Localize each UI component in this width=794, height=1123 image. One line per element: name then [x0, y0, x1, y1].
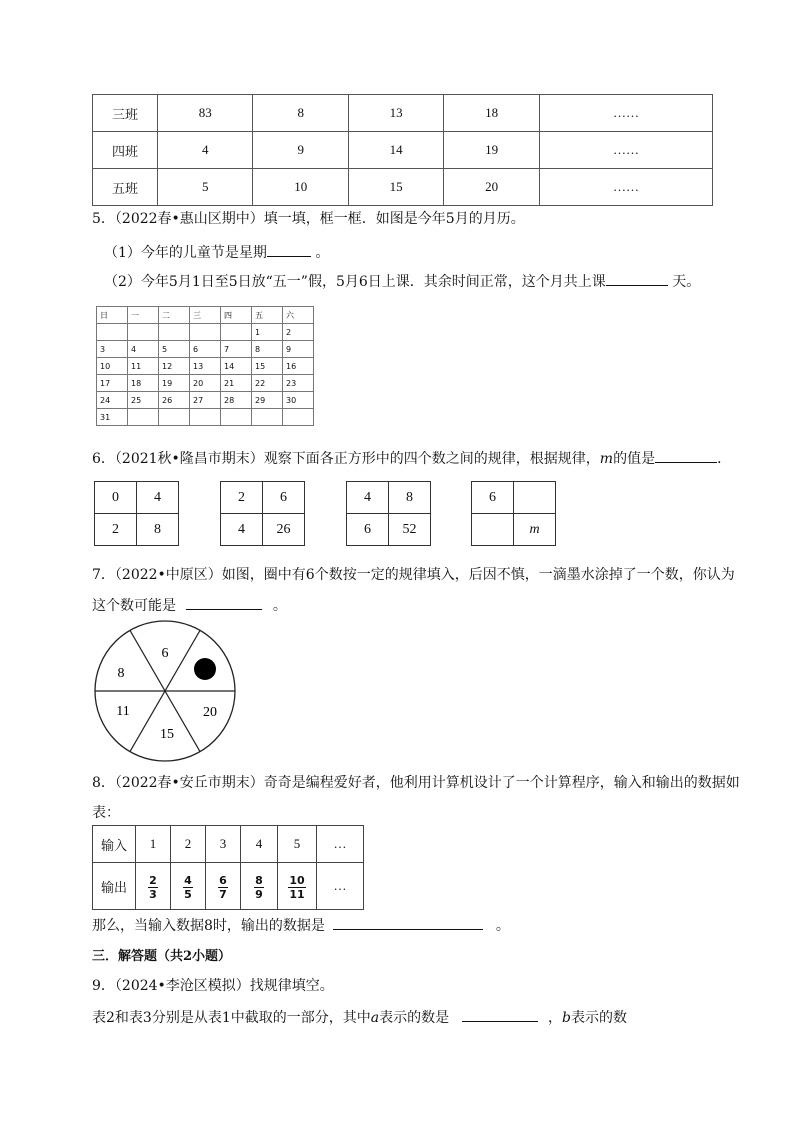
calendar-week-row	[97, 341, 314, 358]
fraction	[183, 874, 193, 901]
weekday-cell: 二	[159, 307, 190, 324]
day-cell: 6	[190, 341, 221, 358]
q9-line2	[92, 1007, 627, 1027]
class-table	[92, 94, 713, 206]
number-circle	[92, 618, 238, 764]
square-cell: 2	[221, 482, 263, 514]
denominator: 3	[149, 887, 157, 901]
denominator: 11	[289, 887, 305, 901]
q7-line2-end: 。	[272, 598, 287, 614]
class-value-cell: 15	[348, 169, 443, 206]
day-cell: 7	[221, 341, 252, 358]
output-cell	[136, 863, 171, 910]
weekday-cell: 日	[97, 307, 128, 324]
circle-number: 11	[116, 704, 130, 719]
day-cell: 31	[97, 409, 128, 426]
denominator: 9	[255, 887, 263, 901]
class-row	[93, 169, 713, 206]
ink-blot	[194, 658, 216, 680]
number-square	[471, 481, 556, 546]
numerator: 8	[255, 873, 263, 887]
day-cell: 1	[252, 324, 283, 341]
class-value-cell: 9	[253, 132, 348, 169]
fraction	[254, 874, 264, 901]
q8-after-text: 那么，当输入数据8时，输出的数据是	[92, 918, 325, 934]
day-cell: 3	[97, 341, 128, 358]
output-cell	[241, 863, 278, 910]
square-cell: 0	[95, 482, 137, 514]
section-3-heading: 三．解答题（共2小题）	[92, 949, 232, 964]
q5-part1	[104, 242, 329, 262]
class-name-cell: 五班	[93, 169, 158, 206]
day-cell: 11	[128, 358, 159, 375]
numerator: 10	[289, 873, 305, 887]
square-cell: 4	[221, 514, 263, 546]
class-value-cell: 5	[158, 169, 253, 206]
weekday-cell: 三	[190, 307, 221, 324]
day-cell: 30	[283, 392, 314, 409]
class-value-cell: ……	[539, 169, 712, 206]
output-cell: …	[317, 863, 364, 910]
io-table	[92, 825, 364, 910]
day-cell: 19	[159, 375, 190, 392]
numerator: 4	[184, 873, 192, 887]
day-cell: 8	[252, 341, 283, 358]
square-cell: m	[514, 514, 556, 546]
output-cell	[171, 863, 206, 910]
day-cell: 13	[190, 358, 221, 375]
q6-stem-b: 的值是	[613, 451, 656, 467]
q5-part2	[104, 271, 700, 291]
circle-number: 15	[160, 727, 174, 742]
q8-stem2: 表：	[92, 805, 120, 821]
class-row	[93, 95, 713, 132]
day-cell	[252, 409, 283, 426]
calendar-week-row	[97, 392, 314, 409]
day-cell: 5	[159, 341, 190, 358]
denominator: 5	[184, 887, 192, 901]
q6-stem	[92, 448, 731, 468]
day-cell: 17	[97, 375, 128, 392]
day-cell	[190, 409, 221, 426]
calendar-week-row	[97, 375, 314, 392]
calendar-header-row	[97, 307, 314, 324]
input-cell: 2	[171, 826, 206, 863]
day-cell	[97, 324, 128, 341]
day-cell: 28	[221, 392, 252, 409]
number-square	[220, 481, 305, 546]
q9-stem: 9．（2024•李沧区模拟）找规律填空。	[92, 978, 334, 994]
q6-blank[interactable]	[655, 448, 717, 463]
day-cell: 12	[159, 358, 190, 375]
output-cell	[278, 863, 317, 910]
class-name-cell: 四班	[93, 132, 158, 169]
q5-part2-text: （2）今年5月1日至5日放“五一”假，5月6日上课．其余时间正常，这个月共上课	[104, 274, 606, 290]
q9-text-c: ，	[548, 1010, 562, 1026]
weekday-cell: 四	[221, 307, 252, 324]
day-cell: 16	[283, 358, 314, 375]
q9-text-d: 表示的数	[570, 1010, 627, 1026]
q8-after-end: 。	[495, 918, 510, 934]
square-cell	[472, 514, 514, 546]
q5-stem: 5．（2022春•惠山区期中）填一填，框一框．如图是今年5月的月历。	[92, 211, 525, 227]
q8-blank[interactable]	[333, 915, 483, 930]
class-value-cell: 10	[253, 169, 348, 206]
class-value-cell: 14	[348, 132, 443, 169]
class-value-cell: 83	[158, 95, 253, 132]
day-cell: 23	[283, 375, 314, 392]
number-square	[94, 481, 179, 546]
output-label: 输出	[93, 863, 136, 910]
input-cell: …	[317, 826, 364, 863]
q9-blank-a[interactable]	[462, 1007, 538, 1022]
q5-part1-blank[interactable]	[267, 242, 311, 257]
q6-stem-end: ．	[717, 451, 732, 467]
day-cell: 18	[128, 375, 159, 392]
day-cell: 27	[190, 392, 221, 409]
class-value-cell: ……	[539, 95, 712, 132]
q5-part1-end: 。	[315, 245, 330, 261]
q9-text-a: 表2和表3分别是从表1中截取的一部分，其中	[92, 1010, 371, 1026]
square-cell: 8	[389, 482, 431, 514]
q7-line2-text: 这个数可能是	[92, 598, 176, 614]
day-cell: 26	[159, 392, 190, 409]
q6-var: m	[599, 451, 614, 467]
q5-part2-end: 天。	[672, 274, 701, 290]
fraction	[218, 874, 228, 901]
weekday-cell: 六	[283, 307, 314, 324]
day-cell	[159, 409, 190, 426]
square-cell: 6	[347, 514, 389, 546]
class-value-cell: 18	[444, 95, 539, 132]
q9-text-b: 表示的数是	[379, 1010, 450, 1026]
day-cell	[221, 409, 252, 426]
input-cell: 4	[241, 826, 278, 863]
square-cell: 6	[472, 482, 514, 514]
class-name-cell: 三班	[93, 95, 158, 132]
q5-part2-blank[interactable]	[606, 271, 668, 286]
q9-var-b: b	[562, 1010, 571, 1026]
square-cell: 2	[95, 514, 137, 546]
class-value-cell: 13	[348, 95, 443, 132]
day-cell: 15	[252, 358, 283, 375]
circle-number: 20	[203, 705, 217, 720]
q8-stem: 8．（2022春•安丘市期末）奇奇是编程爱好者，他利用计算机设计了一个计算程序，输入和输出的数据如	[92, 775, 740, 791]
input-label: 输入	[93, 826, 136, 863]
may-calendar	[96, 306, 314, 426]
number-square	[346, 481, 431, 546]
q7-stem: 7．（2022•中原区）如图，圈中有6个数按一定的规律填入，后因不慎，一滴墨水涂掉了一个数，你认为	[92, 567, 735, 583]
square-cell: 8	[137, 514, 179, 546]
q5-part1-text: （1）今年的儿童节是星期	[104, 245, 267, 261]
input-cell: 1	[136, 826, 171, 863]
weekday-cell: 五	[252, 307, 283, 324]
class-value-cell: 19	[444, 132, 539, 169]
square-cell: 52	[389, 514, 431, 546]
calendar-week-row	[97, 409, 314, 426]
day-cell: 9	[283, 341, 314, 358]
q9-var-a: a	[370, 1010, 380, 1026]
class-value-cell: 4	[158, 132, 253, 169]
fraction	[148, 874, 158, 901]
square-cell: 26	[263, 514, 305, 546]
circle-number: 8	[117, 666, 125, 681]
day-cell: 22	[252, 375, 283, 392]
day-cell	[283, 409, 314, 426]
day-cell	[128, 409, 159, 426]
numerator: 6	[219, 873, 227, 887]
circle-number: 6	[161, 646, 169, 661]
square-cell: 6	[263, 482, 305, 514]
calendar-week-row	[97, 324, 314, 341]
square-cell: 4	[347, 482, 389, 514]
class-value-cell: 8	[253, 95, 348, 132]
input-cell: 3	[206, 826, 241, 863]
day-cell	[128, 324, 159, 341]
day-cell	[190, 324, 221, 341]
numerator: 2	[149, 873, 157, 887]
class-value-cell: ……	[539, 132, 712, 169]
output-cell	[206, 863, 241, 910]
calendar-week-row	[97, 358, 314, 375]
day-cell: 21	[221, 375, 252, 392]
square-cell	[514, 482, 556, 514]
q7-blank[interactable]	[186, 595, 262, 610]
input-cell: 5	[278, 826, 317, 863]
day-cell: 4	[128, 341, 159, 358]
q8-after	[92, 915, 510, 935]
day-cell	[221, 324, 252, 341]
class-value-cell: 20	[444, 169, 539, 206]
weekday-cell: 一	[128, 307, 159, 324]
day-cell: 29	[252, 392, 283, 409]
square-cell: 4	[137, 482, 179, 514]
day-cell: 25	[128, 392, 159, 409]
day-cell	[159, 324, 190, 341]
denominator: 7	[219, 887, 227, 901]
day-cell: 10	[97, 358, 128, 375]
q7-line2	[92, 595, 287, 615]
day-cell: 20	[190, 375, 221, 392]
q6-stem-a: 6．（2021秋•隆昌市期末）观察下面各正方形中的四个数之间的规律，根据规律，	[92, 451, 600, 467]
day-cell: 24	[97, 392, 128, 409]
day-cell: 14	[221, 358, 252, 375]
class-row	[93, 132, 713, 169]
day-cell: 2	[283, 324, 314, 341]
fraction	[288, 874, 305, 901]
